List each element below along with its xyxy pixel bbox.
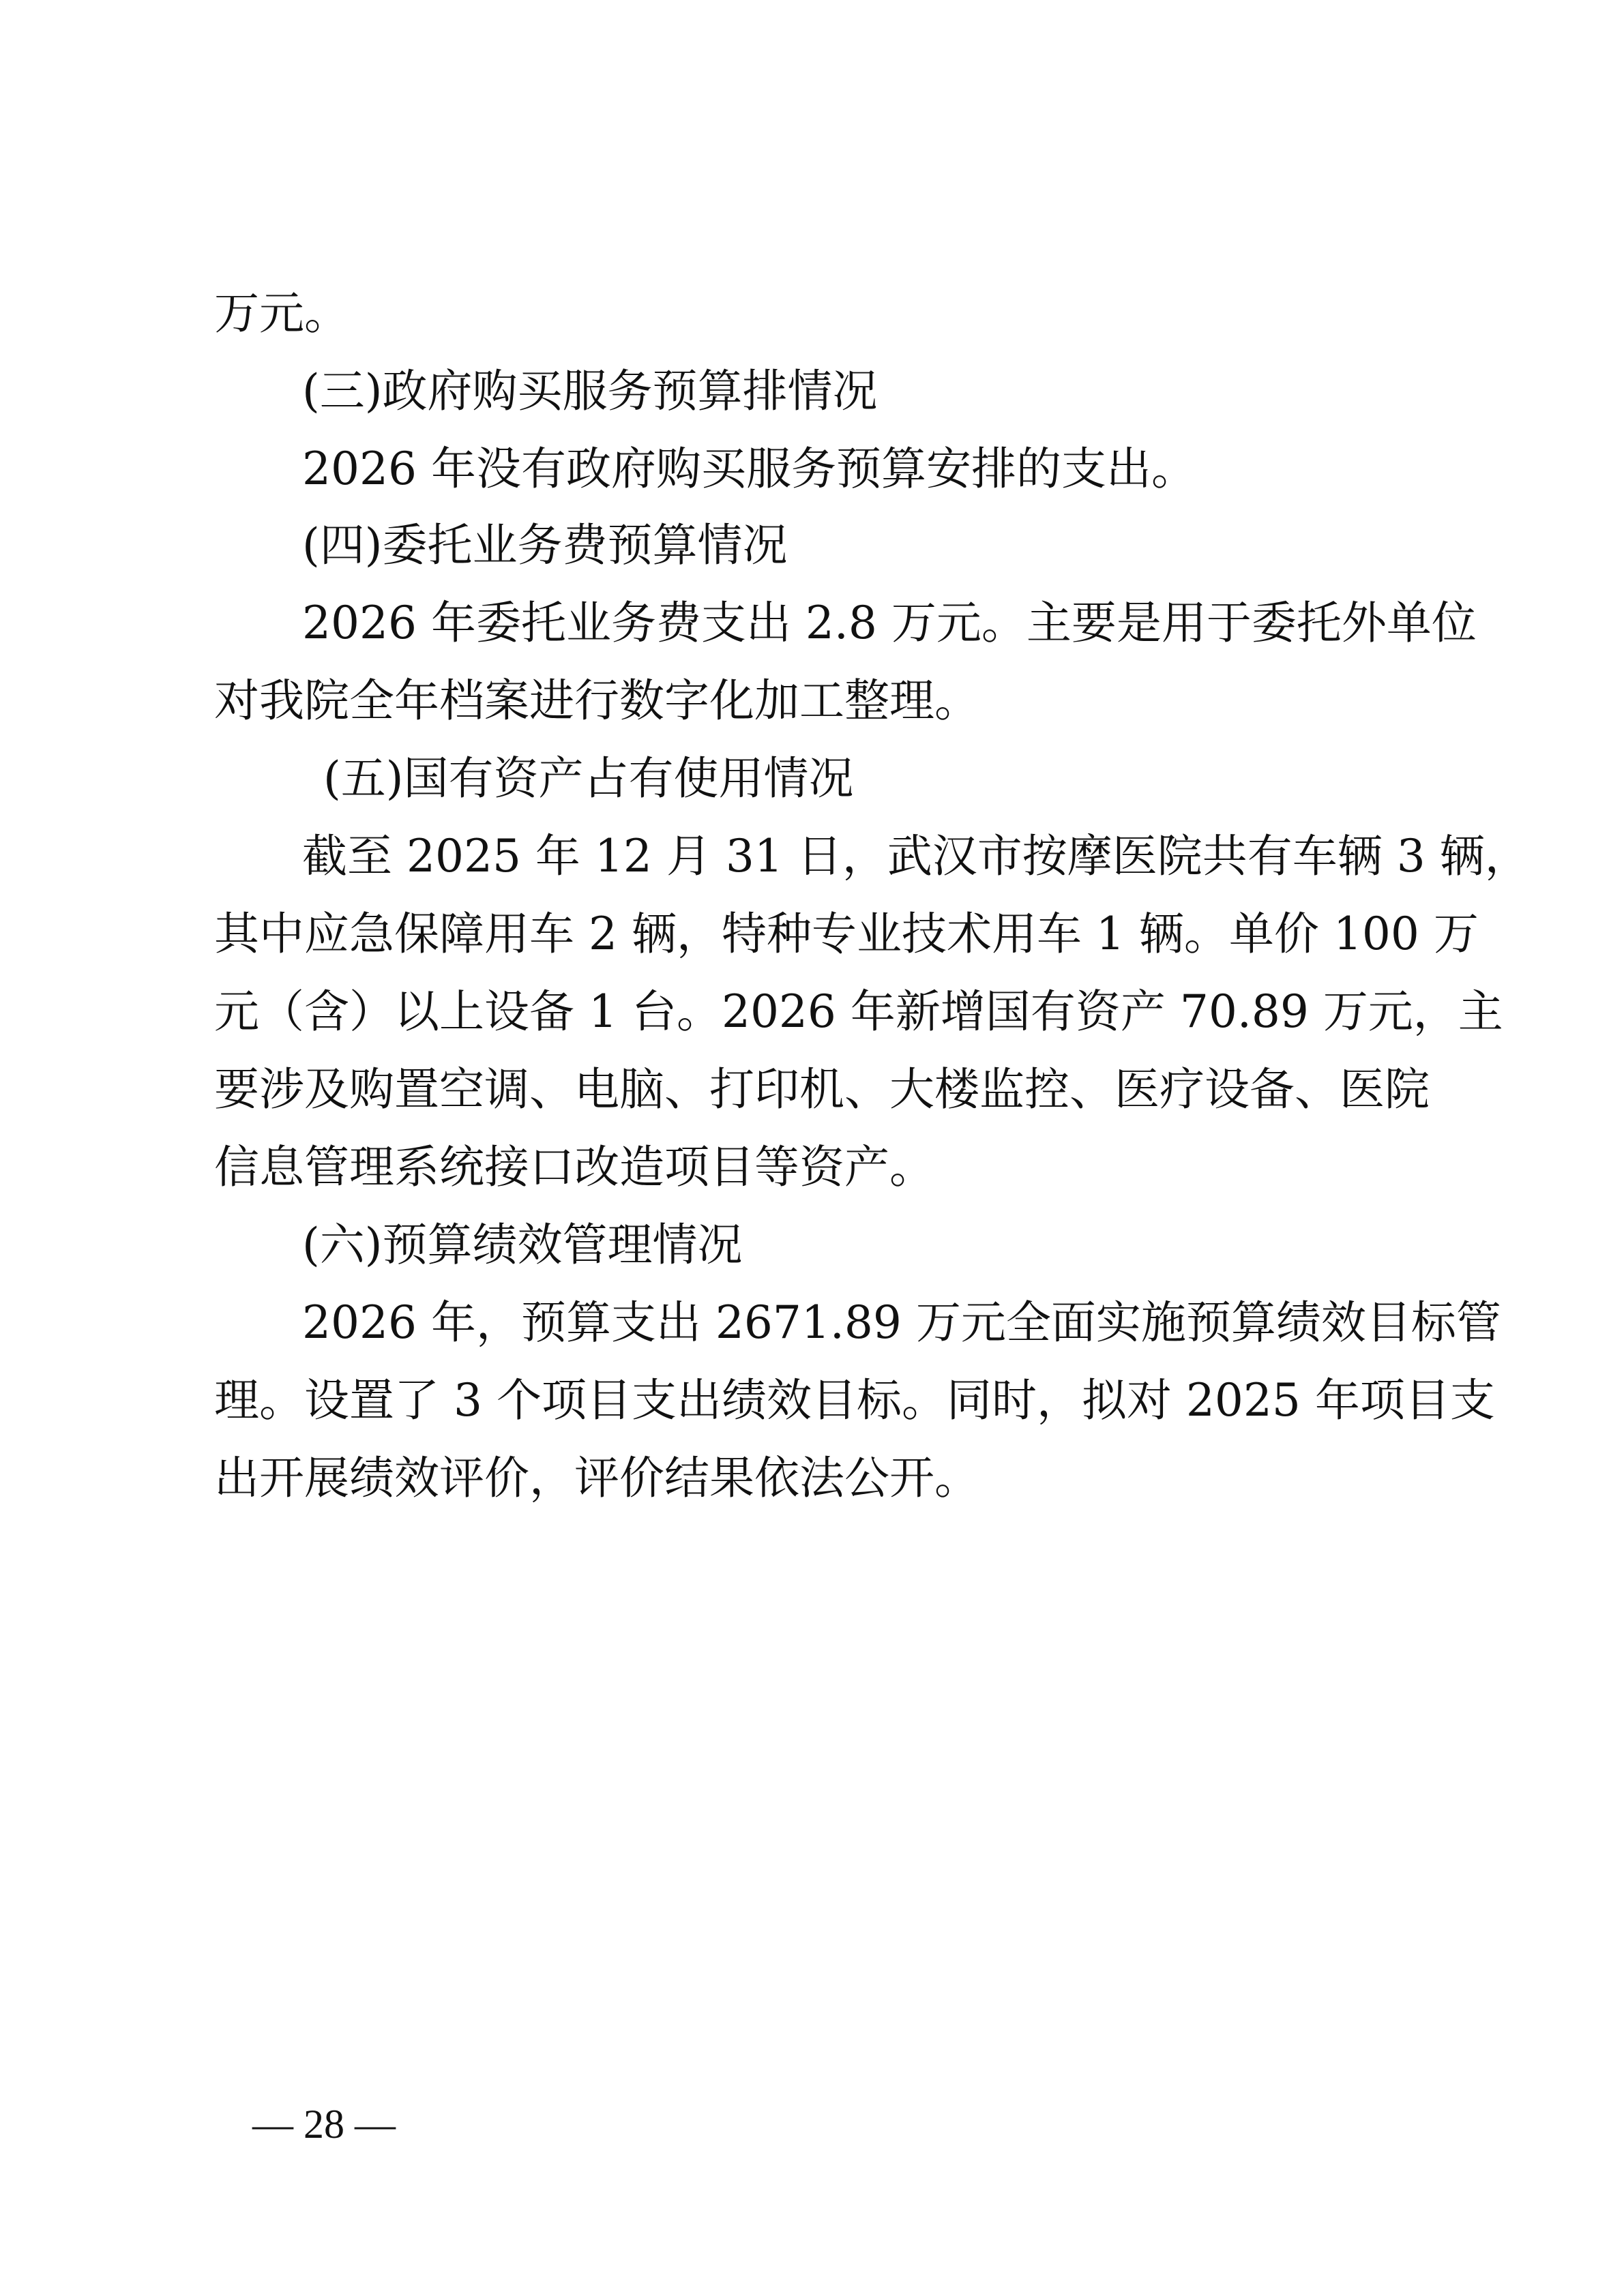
text-line-11: 要涉及购置空调、电脑、打印机、大楼监控、医疗设备、医院 [214,1063,1430,1116]
page-number: — 28 — [252,2102,396,2147]
section-heading-5: (五)国有资产占有使用情况 [323,752,854,805]
text-line-10: 元（含）以上设备 1 台。2026 年新增国有资产 70.89 万元，主 [214,985,1503,1038]
text-line-8: 截至 2025 年 12 月 31 日，武汉市按摩医院共有车辆 3 辆， [302,830,1530,882]
section-heading-3: (三)政府购买服务预算排情况 [302,365,878,417]
text-line-1: 万元。 [214,287,349,340]
text-line-5: 2026 年委托业务费支出 2.8 万元。主要是用于委托外单位 [302,597,1477,649]
text-line-16: 出开展绩效评价，评价结果依法公开。 [214,1452,979,1504]
section-heading-6: (六)预算绩效管理情况 [302,1219,743,1271]
text-line-9: 其中应急保障用车 2 辆，特种专业技术用车 1 辆。单价 100 万 [214,908,1479,960]
text-line-15: 理。设置了 3 个项目支出绩效目标。同时，拟对 2025 年项目支 [214,1374,1495,1427]
section-heading-4: (四)委托业务费预算情况 [302,519,788,571]
text-line-14: 2026 年，预算支出 2671.89 万元全面实施预算绩效目标管 [302,1296,1501,1349]
text-line-3: 2026 年没有政府购买服务预算安排的支出。 [302,443,1196,495]
text-line-12: 信息管理系统接口改造项目等资产。 [214,1141,934,1193]
text-line-6: 对我院全年档案进行数字化加工整理。 [214,674,979,727]
